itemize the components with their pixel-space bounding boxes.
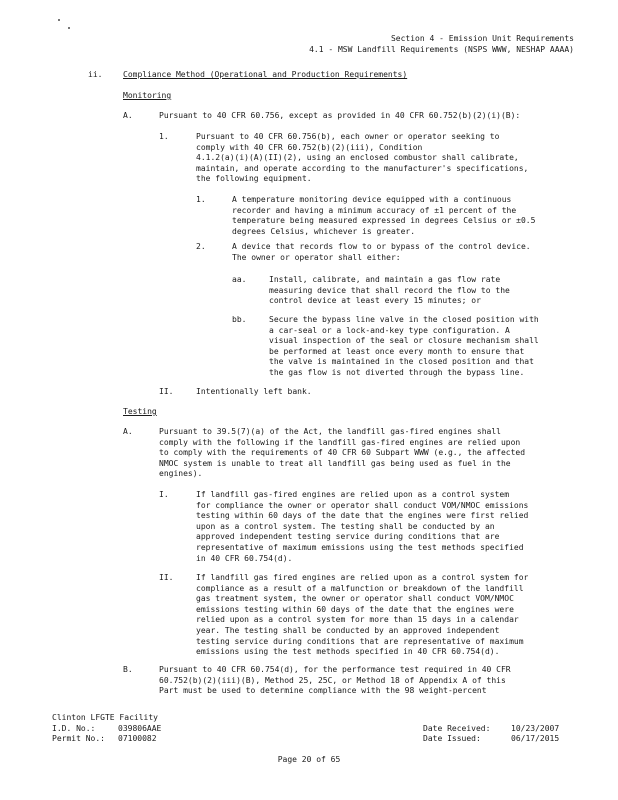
text-line: emissions testing within 60 days of the date that the engines were xyxy=(196,604,514,614)
footer-permit-value: 07100082 xyxy=(118,734,157,743)
footer-issued-value: 06/17/2015 xyxy=(511,734,560,743)
testing-a-text xyxy=(159,427,525,480)
monitoring-sub2-label: 2. xyxy=(196,242,206,251)
text-line: in 40 CFR 60.754(d). xyxy=(196,553,293,563)
testing-i-label: I. xyxy=(159,490,169,499)
footer-received-value: 10/23/2007 xyxy=(511,724,560,733)
monitoring-a-label: A. xyxy=(123,111,133,120)
text-line: be performed at least once every month to ensure that xyxy=(269,346,525,356)
text-line: Pursuant to 40 CFR 60.756(b), each owner or operator seeking to xyxy=(196,132,500,141)
header-section: Section 4 - Emission Unit Requirements xyxy=(390,34,574,43)
page-header xyxy=(309,34,574,55)
text-line: upon as a control system. The testing shall be conducted by an xyxy=(196,521,495,531)
text-line: a car-seal or a lock-and-key type configuration. A xyxy=(269,325,510,335)
testing-i-text xyxy=(196,490,528,564)
footer-issued-label: Date Issued: xyxy=(423,734,481,743)
text-line: Secure the bypass line valve in the closed position with xyxy=(269,315,539,324)
text-line: temperature being measured expressed in degrees Celsius or ±0.5 xyxy=(232,216,536,226)
text-line: Pursuant to 39.5(7)(a) of the Act, the landfill gas-fired engines shall xyxy=(159,427,501,436)
monitoring-sub2-text xyxy=(232,242,531,263)
text-line: engines). xyxy=(159,469,203,479)
text-line: Part must be used to determine compliance with the 98 weight-percent xyxy=(159,686,487,696)
monitoring-item1-text xyxy=(196,132,528,185)
text-line: NMOC system is unable to treat all landfill gas being used as fuel in the xyxy=(159,458,511,468)
footer-received-label: Date Received: xyxy=(423,724,491,733)
monitoring-aa-text xyxy=(269,275,510,307)
testing-heading: Testing xyxy=(123,407,157,416)
footer-permit-label: Permit No.: xyxy=(52,734,105,743)
monitoring-heading: Monitoring xyxy=(123,91,172,100)
text-line: The owner or operator shall either: xyxy=(232,252,401,262)
text-line: the valve is maintained in the closed position and that xyxy=(269,357,534,367)
text-line: year. The testing shall be conducted by an approved independent xyxy=(196,625,500,635)
text-line: Pursuant to 40 CFR 60.754(d), for the performance test required in 40 CFR xyxy=(159,665,511,674)
text-line: A device that records flow to or bypass of the control device. xyxy=(232,242,531,251)
text-line: If landfill gas fired engines are relied upon as a control system for xyxy=(196,573,529,582)
text-line: control device at least every 15 minutes; or xyxy=(269,296,481,306)
text-line: If landfill gas-fired engines are relied upon as a control system xyxy=(196,490,510,499)
testing-ii-label: II. xyxy=(159,573,174,582)
monitoring-itemII-text: Intentionally left bank. xyxy=(196,387,312,396)
testing-b-text xyxy=(159,665,511,697)
monitoring-bb-label: bb. xyxy=(232,315,247,324)
text-line: the gas flow is not diverted through the bypass line. xyxy=(269,367,525,377)
text-line: maintain, and operate according to the manufacturer's specifications, xyxy=(196,163,529,173)
compliance-heading: Compliance Method (Operational and Production Requirements) xyxy=(123,70,408,79)
text-line: 4.1.2(a)(i)(A)(II)(2), using an enclosed combustor shall calibrate, xyxy=(196,153,519,163)
footer-id-value: 039806AAE xyxy=(118,724,162,733)
text-line: comply with the following if the landfill gas-fired engines are relied upon xyxy=(159,437,521,447)
text-line: approved independent testing service during conditions that are xyxy=(196,532,500,542)
text-line: gas treatment system, the owner or operator shall conduct VOM/NMOC xyxy=(196,594,514,604)
text-line: degrees Celsius, whichever is greater. xyxy=(232,226,416,236)
text-line: testing service during conditions that are representative of maximum xyxy=(196,636,524,646)
testing-b-label: B. xyxy=(123,665,133,674)
text-line: for compliance the owner or operator shall conduct VOM/NMOC emissions xyxy=(196,500,529,510)
text-line: measuring device that shall record the flow to the xyxy=(269,285,510,295)
text-line: A temperature monitoring device equipped with a continuous xyxy=(232,195,512,204)
text-line: visual inspection of the seal or closure mechanism shall xyxy=(269,336,539,346)
text-line: the following equipment. xyxy=(196,174,312,184)
text-line: to comply with the requirements of 40 CFR 60 Subpart WWW (e.g., the affected xyxy=(159,448,526,458)
monitoring-a-text: Pursuant to 40 CFR 60.756, except as provided in 40 CFR 60.752(b)(2)(i)(B): xyxy=(159,111,521,120)
text-line: comply with 40 CFR 60.752(b)(2)(iii), Condition xyxy=(196,142,423,152)
monitoring-bb-text xyxy=(269,315,539,379)
header-subsection: 4.1 - MSW Landfill Requirements (NSPS WWW, NESHAP AAAA) xyxy=(309,44,574,54)
footer-id-label: I.D. No.: xyxy=(52,724,96,733)
text-line: Install, calibrate, and maintain a gas flow rate xyxy=(269,275,501,284)
text-line: representative of maximum emissions using the test methods specified xyxy=(196,542,524,552)
text-line: compliance as a result of a malfunction or breakdown of the landfill xyxy=(196,583,524,593)
text-line: recorder and having a minimum accuracy of ±1 percent of the xyxy=(232,205,517,215)
text-line: relied upon as a control system for more than 15 days in a calendar xyxy=(196,615,519,625)
scan-speck xyxy=(58,19,60,21)
testing-a-label: A. xyxy=(123,427,133,436)
footer-facility: Clinton LFGTE Facility xyxy=(52,713,158,722)
testing-ii-text xyxy=(196,573,528,658)
text-line: testing within 60 days of the date that the engines were first relied xyxy=(196,511,529,521)
compliance-number: ii. xyxy=(88,70,103,79)
monitoring-aa-label: aa. xyxy=(232,275,247,284)
scan-speck xyxy=(68,27,70,29)
page-number: Page 20 of 65 xyxy=(277,755,341,764)
text-line: emissions using the test methods specified in 40 CFR 60.754(d). xyxy=(196,647,500,657)
monitoring-sub1-text xyxy=(232,195,535,237)
monitoring-item1-label: 1. xyxy=(159,132,169,141)
monitoring-sub1-label: 1. xyxy=(196,195,206,204)
monitoring-itemII-label: II. xyxy=(159,387,174,396)
text-line: 60.752(b)(2)(iii)(B), Method 25, 25C, or Method 18 of Appendix A of this xyxy=(159,675,506,685)
